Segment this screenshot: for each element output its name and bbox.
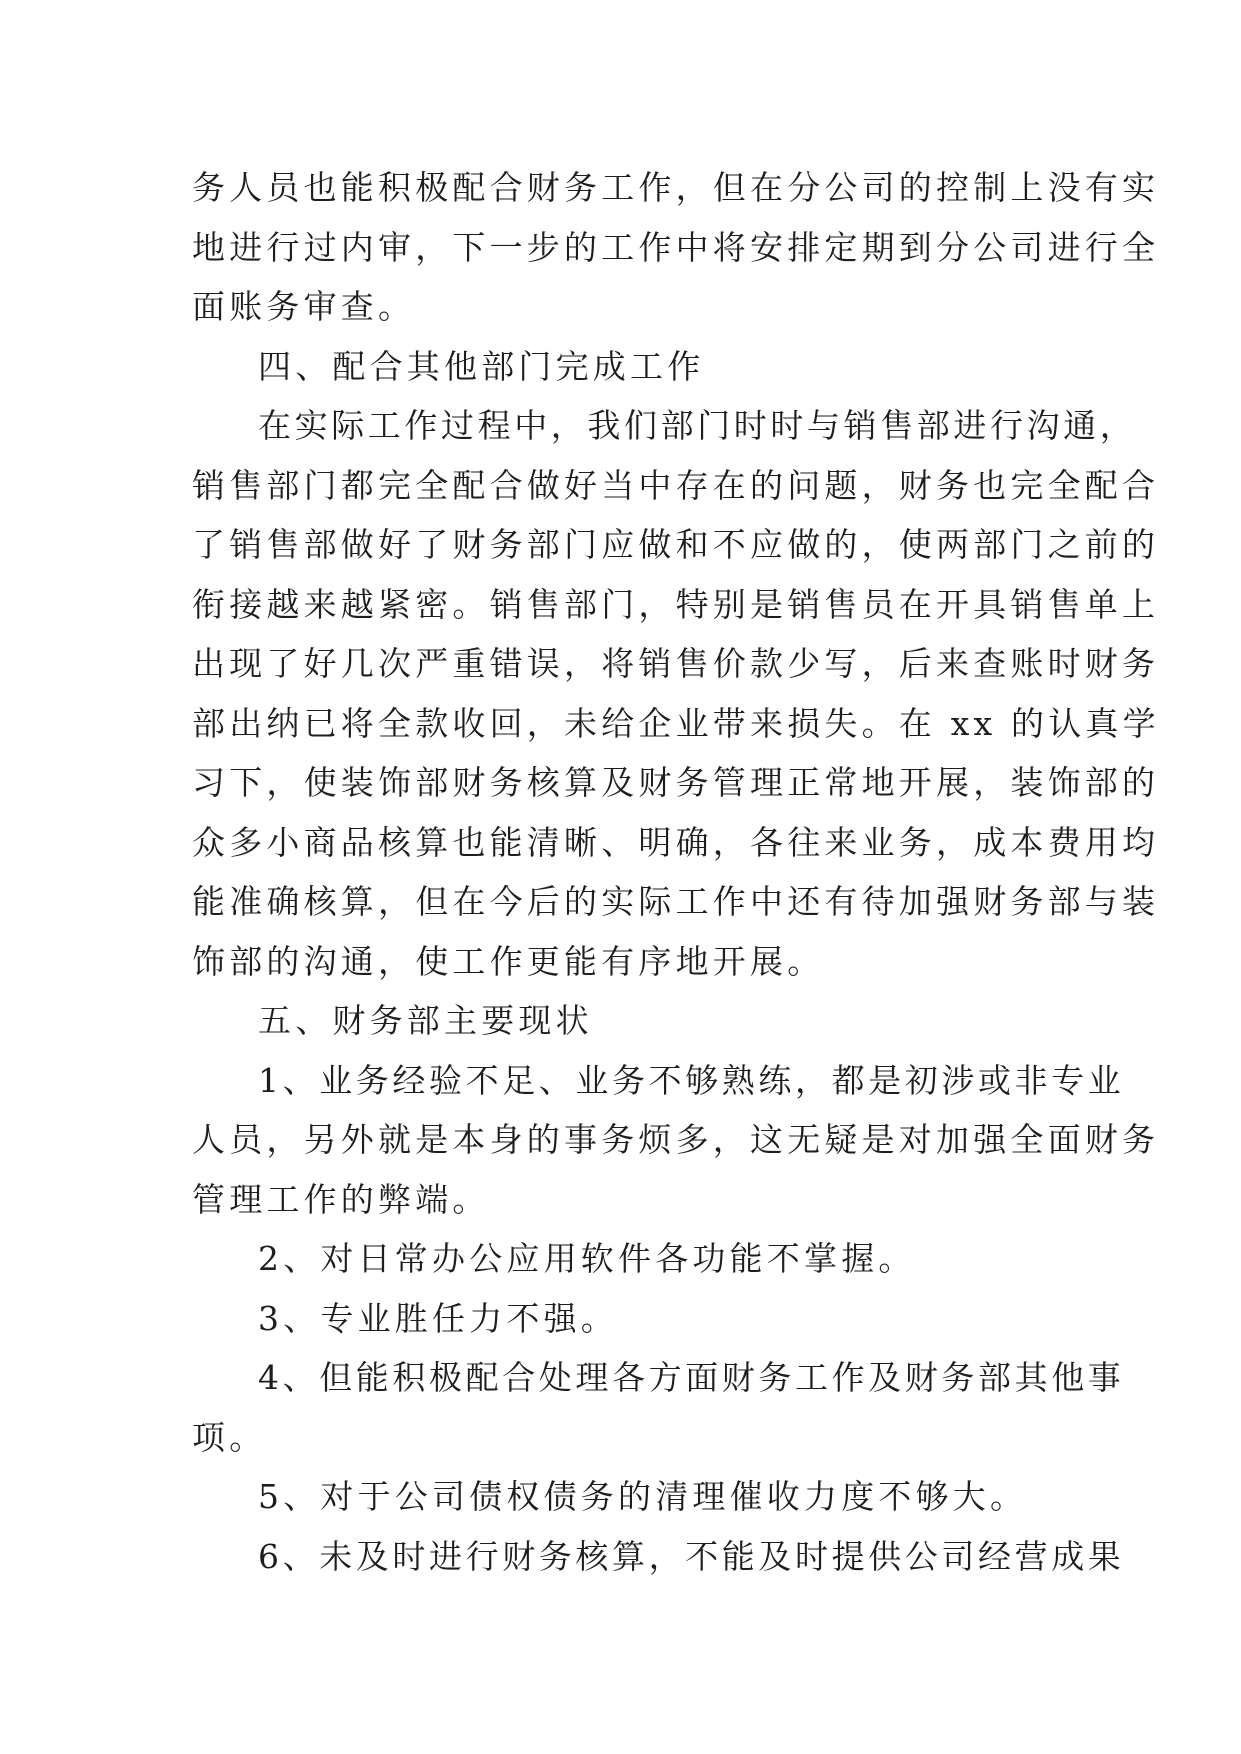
paragraph-line: 地进行过内审，下一步的工作中将安排定期到分公司进行全 [192,227,1160,267]
list-item-line: 2、对日常办公应用软件各功能不掌握。 [258,1239,916,1278]
paragraph-line: 销售部门都完全配合做好当中存在的问题，财务也完全配合 [192,465,1160,505]
list-item-line: 5、对于公司债权债务的清理催收力度不够大。 [258,1477,1028,1516]
paragraph-line: 在实际工作过程中，我们部门时时与销售部进行沟通， [258,406,1137,445]
list-item-line: 管理工作的弊端。 [192,1179,490,1219]
paragraph-line: 众多小商品核算也能清晰、明确，各往来业务，成本费用均 [192,822,1160,862]
list-item-line: 6、未及时进行财务核算，不能及时提供公司经营成果 [258,1536,1125,1576]
paragraph-line: 务人员也能积极配合财务工作，但在分公司的控制上没有实 [192,168,1160,207]
document-body [192,158,1160,1586]
paragraph-line: 能准确核算，但在今后的实际工作中还有待加强财务部与装 [192,882,1160,921]
list-item-line: 项。 [192,1417,267,1457]
paragraph-line: 衔接越来越紧密。销售部门，特别是销售员在开具销售单上 [192,584,1160,624]
paragraph-line: 出现了好几次严重错误，将销售价款少写，后来查账时财务 [192,644,1160,683]
list-item-line: 1、业务经验不足、业务不够熟练，都是初涉或非专业 [258,1060,1125,1100]
paragraph-line: 了销售部做好了财务部门应做和不应做的，使两部门之前的 [192,525,1160,564]
section-heading: 五、财务部主要现状 [258,1001,593,1040]
paragraph-line: 习下，使装饰部财务核算及财务管理正常地开展，装饰部的 [192,763,1160,802]
section-heading: 四、配合其他部门完成工作 [258,346,705,386]
paragraph-line: 面账务审查。 [192,287,416,326]
list-item-line: 4、但能积极配合处理各方面财务工作及财务部其他事 [258,1358,1125,1397]
paragraph-line: 部出纳已将全款收回，未给企业带来损失。在 xx 的认真学 [192,703,1160,743]
list-item-line: 人员，另外就是本身的事务烦多，这无疑是对加强全面财务 [192,1120,1160,1159]
paragraph-line: 饰部的沟通，使工作更能有序地开展。 [192,941,825,981]
list-item-line: 3、专业胜任力不强。 [258,1298,618,1338]
